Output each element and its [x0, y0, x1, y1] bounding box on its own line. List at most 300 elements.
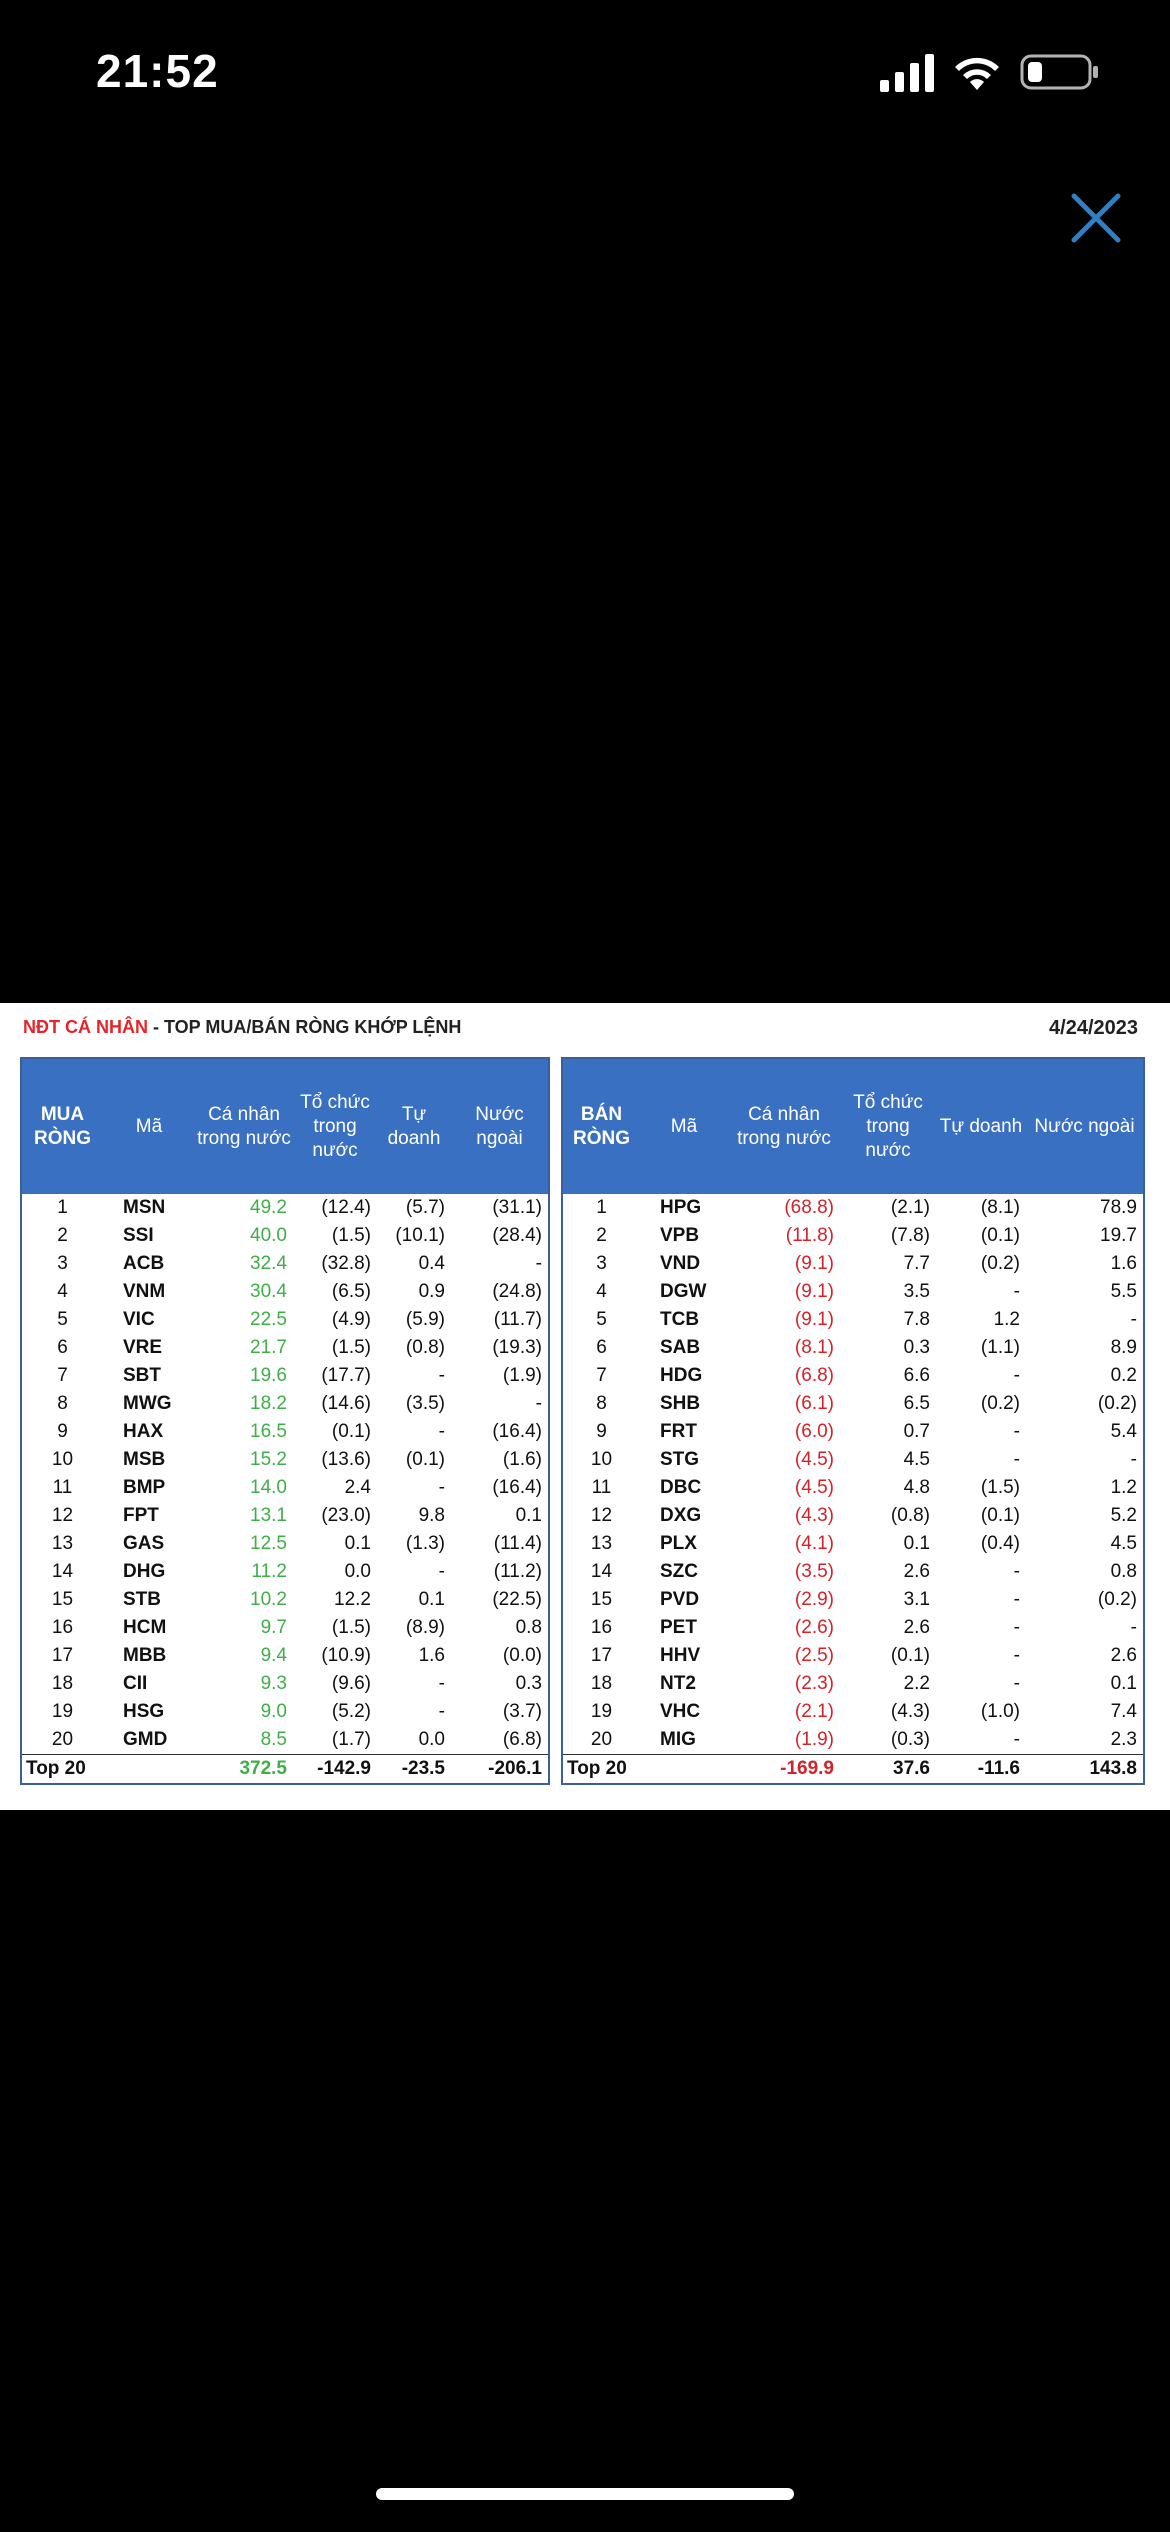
- net-buy-table: [20, 1057, 550, 1785]
- column-header: Nước ngoài: [451, 1058, 549, 1194]
- ticker-cell: HPG: [660, 1197, 702, 1218]
- value-cell: 4.5: [1110, 1533, 1137, 1554]
- value-cell: (19.3): [492, 1337, 542, 1358]
- value-cell: (4.9): [331, 1309, 371, 1330]
- value-cell: 0.8: [515, 1617, 542, 1638]
- total-value: 37.6: [840, 1755, 936, 1785]
- value-cell: 0.0: [344, 1561, 371, 1582]
- table-row: [562, 1446, 1144, 1474]
- rank-cell: 19: [590, 1701, 613, 1722]
- table-row: [21, 1250, 549, 1278]
- rank-cell: 3: [57, 1253, 68, 1274]
- value-cell: 9.4: [260, 1645, 287, 1666]
- value-cell: (4.3): [794, 1505, 834, 1526]
- table-row: [21, 1194, 549, 1222]
- table-row: [562, 1306, 1144, 1334]
- value-cell: (10.9): [321, 1645, 371, 1666]
- value-cell: (0.4): [980, 1533, 1020, 1554]
- table-row: [21, 1334, 549, 1362]
- value-cell: -: [1130, 1309, 1137, 1330]
- rank-cell: 13: [590, 1533, 613, 1554]
- home-indicator[interactable]: [376, 2488, 794, 2500]
- value-cell: 78.9: [1100, 1197, 1137, 1218]
- value-cell: (1.5): [331, 1337, 371, 1358]
- ticker-cell: SAB: [660, 1337, 701, 1358]
- ticker-cell: SZC: [660, 1561, 698, 1582]
- rank-cell: 11: [591, 1477, 612, 1498]
- value-cell: (4.5): [794, 1477, 834, 1498]
- value-cell: (6.0): [794, 1421, 834, 1442]
- value-cell: (6.1): [794, 1393, 834, 1414]
- ticker-cell: GAS: [123, 1533, 165, 1554]
- rank-cell: 3: [596, 1253, 607, 1274]
- ticker-cell: MWG: [123, 1393, 172, 1414]
- battery-icon: [1020, 54, 1100, 90]
- ticker-cell: MSN: [123, 1197, 166, 1218]
- value-cell: -: [438, 1561, 445, 1582]
- total-value: -169.9: [728, 1755, 840, 1785]
- value-cell: (3.5): [405, 1393, 445, 1414]
- ticker-cell: HSG: [123, 1701, 165, 1722]
- value-cell: (0.2): [1097, 1589, 1137, 1610]
- value-cell: (16.4): [492, 1421, 542, 1442]
- ticker-cell: DBC: [660, 1477, 702, 1498]
- value-cell: (1.5): [331, 1617, 371, 1638]
- close-icon: [1074, 196, 1118, 240]
- value-cell: -: [535, 1393, 542, 1414]
- value-cell: (6.8): [502, 1729, 542, 1750]
- rank-cell: 8: [57, 1393, 68, 1414]
- value-cell: (2.1): [890, 1197, 930, 1218]
- value-cell: 3.1: [903, 1589, 930, 1610]
- value-cell: 2.6: [903, 1561, 930, 1582]
- table-row: [21, 1530, 549, 1558]
- signal-icon: [880, 52, 936, 92]
- value-cell: (1.1): [980, 1337, 1020, 1358]
- total-row: [21, 1755, 549, 1785]
- table-row: [562, 1250, 1144, 1278]
- ticker-cell: HHV: [660, 1645, 701, 1666]
- value-cell: 18.2: [250, 1393, 287, 1414]
- table-row: [21, 1306, 549, 1334]
- value-cell: 2.6: [903, 1617, 930, 1638]
- column-header: MUA RÒNG: [21, 1058, 103, 1194]
- value-cell: (8.9): [405, 1617, 445, 1638]
- table-row: [562, 1586, 1144, 1614]
- column-header: Cá nhân trong nước: [195, 1058, 293, 1194]
- report-title: [23, 1017, 461, 1038]
- value-cell: (4.3): [890, 1701, 930, 1722]
- value-cell: 32.4: [250, 1253, 287, 1274]
- report-title-rest: - TOP MUA/BÁN RÒNG KHỚP LỆNH: [148, 1017, 462, 1037]
- rank-cell: 19: [51, 1701, 74, 1722]
- table-row: [562, 1670, 1144, 1698]
- value-cell: 0.7: [903, 1421, 930, 1442]
- value-cell: (0.0): [502, 1645, 542, 1666]
- value-cell: (28.4): [492, 1225, 542, 1246]
- table-row: [21, 1642, 549, 1670]
- rank-cell: 12: [51, 1505, 74, 1526]
- report-title-highlight: NĐT CÁ NHÂN: [23, 1017, 148, 1037]
- rank-cell: 11: [52, 1477, 73, 1498]
- value-cell: (6.5): [331, 1281, 371, 1302]
- value-cell: 3.5: [903, 1281, 930, 1302]
- table-row: [21, 1698, 549, 1726]
- table-row: [21, 1278, 549, 1306]
- value-cell: (0.1): [980, 1225, 1020, 1246]
- value-cell: -: [438, 1477, 445, 1498]
- value-cell: 8.5: [260, 1729, 287, 1750]
- table-row: [21, 1474, 549, 1502]
- rank-cell: 2: [596, 1225, 607, 1246]
- value-cell: 6.6: [903, 1365, 930, 1386]
- value-cell: 1.2: [1110, 1477, 1137, 1498]
- value-cell: 21.7: [250, 1337, 287, 1358]
- value-cell: 5.2: [1110, 1505, 1137, 1526]
- value-cell: -: [1130, 1449, 1137, 1470]
- value-cell: (5.2): [331, 1701, 371, 1722]
- ticker-cell: ACB: [123, 1253, 165, 1274]
- table-row: [562, 1334, 1144, 1362]
- value-cell: (6.8): [794, 1365, 834, 1386]
- rank-cell: 6: [596, 1337, 607, 1358]
- table-row: [562, 1502, 1144, 1530]
- value-cell: (11.8): [785, 1225, 834, 1246]
- table-row: [562, 1194, 1144, 1222]
- rank-cell: 10: [51, 1449, 74, 1470]
- value-cell: -: [1013, 1281, 1020, 1302]
- ticker-cell: VHC: [660, 1701, 701, 1722]
- value-cell: (2.3): [794, 1673, 834, 1694]
- rank-cell: 7: [57, 1365, 68, 1386]
- ticker-cell: DXG: [660, 1505, 702, 1526]
- value-cell: 1.6: [1110, 1253, 1137, 1274]
- table-row: [21, 1670, 549, 1698]
- column-header: Tự doanh: [936, 1058, 1026, 1194]
- ticker-cell: STB: [123, 1589, 161, 1610]
- column-header: Tự doanh: [377, 1058, 451, 1194]
- rank-cell: 1: [57, 1197, 68, 1218]
- total-value: -142.9: [293, 1755, 377, 1785]
- total-value: 372.5: [195, 1755, 293, 1785]
- table-header-row: [21, 1058, 549, 1194]
- value-cell: -: [1013, 1729, 1020, 1750]
- table-row: [21, 1726, 549, 1755]
- ticker-cell: VIC: [123, 1309, 155, 1330]
- rank-cell: 8: [596, 1393, 607, 1414]
- ticker-cell: MBB: [123, 1645, 167, 1666]
- table-row: [562, 1726, 1144, 1755]
- value-cell: 6.5: [903, 1393, 930, 1414]
- rank-cell: 5: [596, 1309, 607, 1330]
- value-cell: 2.4: [344, 1477, 371, 1498]
- column-header: Cá nhân trong nước: [728, 1058, 840, 1194]
- rank-cell: 20: [590, 1729, 613, 1750]
- rank-cell: 17: [590, 1645, 613, 1666]
- value-cell: (0.1): [980, 1505, 1020, 1526]
- value-cell: -: [1013, 1617, 1020, 1638]
- value-cell: 0.1: [903, 1533, 930, 1554]
- rank-cell: 5: [57, 1309, 68, 1330]
- rank-cell: 6: [57, 1337, 68, 1358]
- value-cell: (0.1): [331, 1421, 371, 1442]
- table-row: [562, 1222, 1144, 1250]
- value-cell: (2.6): [794, 1617, 834, 1638]
- rank-cell: 7: [596, 1365, 607, 1386]
- value-cell: 16.5: [250, 1421, 287, 1442]
- net-sell-table: [561, 1057, 1145, 1785]
- value-cell: 7.7: [903, 1253, 930, 1274]
- value-cell: -: [1013, 1421, 1020, 1442]
- ticker-cell: DHG: [123, 1561, 166, 1582]
- rank-cell: 15: [51, 1589, 74, 1610]
- rank-cell: 10: [590, 1449, 613, 1470]
- value-cell: 5.4: [1110, 1421, 1137, 1442]
- total-value: -206.1: [451, 1755, 549, 1785]
- value-cell: 12.5: [250, 1533, 287, 1554]
- value-cell: 15.2: [250, 1449, 287, 1470]
- value-cell: 0.3: [515, 1673, 542, 1694]
- value-cell: (0.8): [890, 1505, 930, 1526]
- table-row: [562, 1418, 1144, 1446]
- value-cell: (23.0): [321, 1505, 371, 1526]
- value-cell: -: [1013, 1449, 1020, 1470]
- value-cell: (0.2): [980, 1393, 1020, 1414]
- table-row: [562, 1698, 1144, 1726]
- table-row: [562, 1614, 1144, 1642]
- value-cell: (0.1): [405, 1449, 445, 1470]
- value-cell: (9.6): [331, 1673, 371, 1694]
- value-cell: (5.7): [405, 1197, 445, 1218]
- rank-cell: 14: [51, 1561, 74, 1582]
- column-header: Tổ chức trong nước: [293, 1058, 377, 1194]
- table-row: [21, 1390, 549, 1418]
- value-cell: (32.8): [321, 1253, 371, 1274]
- value-cell: (2.9): [794, 1589, 834, 1610]
- column-header: BÁN RÒNG: [562, 1058, 640, 1194]
- value-cell: (17.7): [321, 1365, 371, 1386]
- value-cell: -: [1013, 1561, 1020, 1582]
- total-value: -23.5: [377, 1755, 451, 1785]
- ticker-cell: VNM: [123, 1281, 166, 1302]
- table-row: [562, 1558, 1144, 1586]
- value-cell: 0.1: [344, 1533, 371, 1554]
- value-cell: (22.5): [492, 1589, 542, 1610]
- rank-cell: 4: [596, 1281, 607, 1302]
- value-cell: (12.4): [321, 1197, 371, 1218]
- value-cell: (9.1): [794, 1253, 834, 1274]
- value-cell: (4.1): [794, 1533, 834, 1554]
- value-cell: 0.4: [418, 1253, 445, 1274]
- total-value: 143.8: [1026, 1755, 1144, 1785]
- ticker-cell: SHB: [660, 1393, 701, 1414]
- value-cell: 0.8: [1110, 1561, 1137, 1582]
- rank-cell: 20: [51, 1729, 74, 1750]
- ticker-cell: DGW: [660, 1281, 707, 1302]
- rank-cell: 9: [57, 1421, 68, 1442]
- ticker-cell: HDG: [660, 1365, 703, 1386]
- table-row: [21, 1558, 549, 1586]
- value-cell: 12.2: [334, 1589, 371, 1610]
- value-cell: (1.3): [405, 1533, 445, 1554]
- value-cell: -: [1130, 1617, 1137, 1638]
- ticker-cell: CII: [123, 1673, 148, 1694]
- value-cell: (13.6): [321, 1449, 371, 1470]
- column-header: Nước ngoài: [1026, 1058, 1144, 1194]
- value-cell: (0.2): [1097, 1393, 1137, 1414]
- value-cell: 10.2: [250, 1589, 287, 1610]
- table-row: [21, 1222, 549, 1250]
- ticker-cell: TCB: [660, 1309, 700, 1330]
- total-value: -11.6: [936, 1755, 1026, 1785]
- value-cell: (24.8): [492, 1281, 542, 1302]
- ticker-cell: VPB: [660, 1225, 700, 1246]
- value-cell: 19.6: [250, 1365, 287, 1386]
- value-cell: 1.2: [993, 1309, 1020, 1330]
- table-row: [21, 1418, 549, 1446]
- value-cell: 4.5: [903, 1449, 930, 1470]
- table-row: [21, 1502, 549, 1530]
- value-cell: 0.0: [418, 1729, 445, 1750]
- rank-cell: 4: [57, 1281, 68, 1302]
- ticker-cell: VRE: [123, 1337, 163, 1358]
- table-row: [21, 1586, 549, 1614]
- value-cell: 0.1: [1110, 1673, 1137, 1694]
- status-time: 21:52: [96, 45, 219, 97]
- value-cell: (11.7): [493, 1309, 542, 1330]
- table-row: [562, 1390, 1144, 1418]
- ticker-cell: MSB: [123, 1449, 166, 1470]
- close-button[interactable]: [1068, 190, 1124, 246]
- table-row: [562, 1362, 1144, 1390]
- value-cell: -: [438, 1365, 445, 1386]
- value-cell: 2.6: [1110, 1645, 1137, 1666]
- ticker-cell: VND: [660, 1253, 701, 1274]
- rank-cell: 15: [590, 1589, 613, 1610]
- table-header-row: [562, 1058, 1144, 1194]
- rank-cell: 14: [590, 1561, 613, 1582]
- rank-cell: 18: [590, 1673, 613, 1694]
- value-cell: -: [535, 1253, 542, 1274]
- rank-cell: 1: [596, 1197, 607, 1218]
- value-cell: 0.3: [903, 1337, 930, 1358]
- value-cell: -: [1013, 1589, 1020, 1610]
- value-cell: (1.5): [331, 1225, 371, 1246]
- value-cell: 40.0: [250, 1225, 287, 1246]
- value-cell: (7.8): [890, 1225, 930, 1246]
- value-cell: (1.7): [331, 1729, 371, 1750]
- value-cell: (0.8): [405, 1337, 445, 1358]
- value-cell: 0.2: [1110, 1365, 1137, 1386]
- value-cell: (3.5): [794, 1561, 834, 1582]
- value-cell: 14.0: [250, 1477, 287, 1498]
- total-label: Top 20: [21, 1755, 195, 1785]
- value-cell: (68.8): [784, 1197, 834, 1218]
- wifi-icon: [952, 52, 1002, 92]
- value-cell: 8.9: [1110, 1337, 1137, 1358]
- column-header: Mã: [103, 1058, 195, 1194]
- rank-cell: 13: [51, 1533, 74, 1554]
- value-cell: (0.2): [980, 1253, 1020, 1274]
- value-cell: 9.3: [260, 1673, 287, 1694]
- rank-cell: 2: [57, 1225, 68, 1246]
- value-cell: 19.7: [1100, 1225, 1137, 1246]
- value-cell: -: [1013, 1673, 1020, 1694]
- status-icons: [880, 52, 1120, 96]
- total-row: [562, 1755, 1144, 1785]
- ticker-cell: MIG: [660, 1729, 696, 1750]
- value-cell: 0.1: [515, 1505, 542, 1526]
- value-cell: -: [438, 1701, 445, 1722]
- value-cell: 30.4: [250, 1281, 287, 1302]
- value-cell: -: [1013, 1645, 1020, 1666]
- value-cell: (9.1): [794, 1281, 834, 1302]
- value-cell: (11.2): [493, 1561, 542, 1582]
- value-cell: (31.1): [492, 1197, 542, 1218]
- ticker-cell: HAX: [123, 1421, 164, 1442]
- value-cell: (9.1): [794, 1309, 834, 1330]
- value-cell: (2.5): [794, 1645, 834, 1666]
- value-cell: -: [1013, 1365, 1020, 1386]
- ticker-cell: GMD: [123, 1729, 168, 1750]
- ticker-cell: PLX: [660, 1533, 697, 1554]
- rank-cell: 18: [51, 1673, 74, 1694]
- value-cell: 0.1: [418, 1589, 445, 1610]
- column-header: Tổ chức trong nước: [840, 1058, 936, 1194]
- ticker-cell: HCM: [123, 1617, 167, 1638]
- report-date: 4/24/2023: [1049, 1017, 1138, 1039]
- ticker-cell: NT2: [660, 1673, 696, 1694]
- value-cell: (16.4): [492, 1477, 542, 1498]
- value-cell: (8.1): [980, 1197, 1020, 1218]
- table-row: [21, 1446, 549, 1474]
- value-cell: (3.7): [502, 1701, 542, 1722]
- rank-cell: 12: [590, 1505, 613, 1526]
- ticker-cell: BMP: [123, 1477, 166, 1498]
- value-cell: 49.2: [250, 1197, 287, 1218]
- rank-cell: 9: [596, 1421, 607, 1442]
- value-cell: -: [438, 1421, 445, 1442]
- value-cell: 7.4: [1110, 1701, 1137, 1722]
- table-row: [562, 1642, 1144, 1670]
- value-cell: (2.1): [794, 1701, 834, 1722]
- ticker-cell: STG: [660, 1449, 700, 1470]
- ticker-cell: SSI: [123, 1225, 154, 1246]
- value-cell: 9.7: [260, 1617, 287, 1638]
- ticker-cell: SBT: [123, 1365, 161, 1386]
- value-cell: 9.8: [418, 1505, 445, 1526]
- table-row: [21, 1614, 549, 1642]
- ticker-cell: FPT: [123, 1505, 159, 1526]
- value-cell: 13.1: [250, 1505, 287, 1526]
- value-cell: 0.9: [418, 1281, 445, 1302]
- table-row: [21, 1362, 549, 1390]
- report-image: [0, 1003, 1170, 1810]
- value-cell: (10.1): [395, 1225, 445, 1246]
- rank-cell: 16: [590, 1617, 613, 1638]
- ticker-cell: FRT: [660, 1421, 697, 1442]
- ticker-cell: PVD: [660, 1589, 700, 1610]
- status-bar: [0, 0, 1170, 150]
- table-row: [562, 1530, 1144, 1558]
- value-cell: (4.5): [794, 1449, 834, 1470]
- value-cell: 11.2: [251, 1561, 287, 1582]
- value-cell: 1.6: [418, 1645, 445, 1666]
- rank-cell: 16: [51, 1617, 74, 1638]
- value-cell: (0.3): [890, 1729, 930, 1750]
- value-cell: (1.6): [502, 1449, 542, 1470]
- value-cell: 5.5: [1110, 1281, 1137, 1302]
